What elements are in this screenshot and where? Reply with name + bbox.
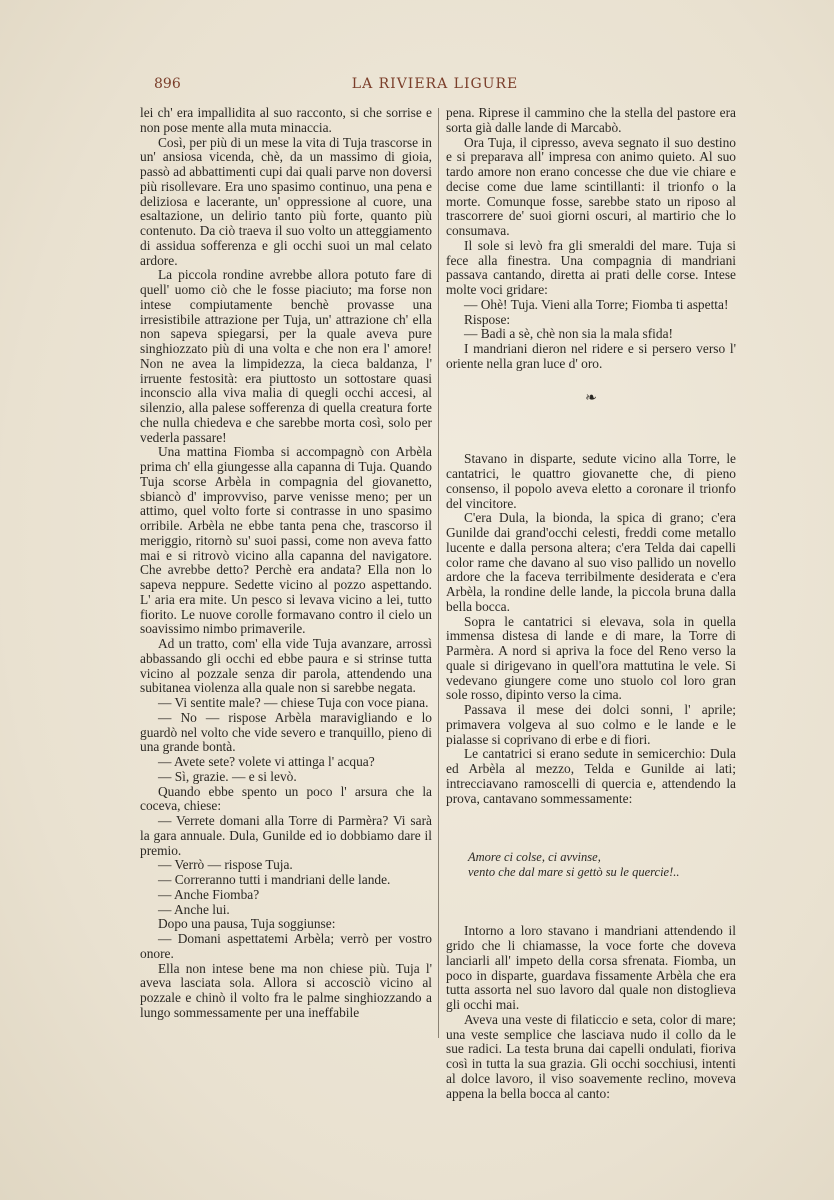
dialogue-line: — Anche Fiomba? bbox=[158, 886, 260, 902]
dialogue-line: — Ohè! Tuja. Vieni alla Torre; Fiomba ti aspetta! bbox=[464, 296, 729, 312]
paragraph: Passava il mese dei dolci sonni, l' aprile; primavera volgeva al suo colmo e le lande e le pialasse si coprivano di erbe e di fiori. bbox=[446, 702, 736, 747]
dialogue-line: — Domani aspettatemi Arbèla; verrò per vostro onore. bbox=[140, 931, 432, 961]
dialogue-line: — Anche lui. bbox=[158, 901, 230, 917]
paragraph: Intorno a loro stavano i mandriani attendendo il grido che li chiamasse, la voce forte che doveva lanciarli all' impeto della corsa sfrenata. Fiomba, un poco in disparte, guardava fissamente Arbèla che era tutta assorta nel suo lavoro dal quale non distoglieva gli occhi mai. bbox=[446, 923, 736, 1012]
paragraph: Rispose: bbox=[464, 311, 511, 327]
paragraph: Stavano in disparte, sedute vicino alla Torre, le cantatrici, le quattro giovanette che, di pieno consenso, il popolo aveva eletto a coronare il trionfo del vincitore. bbox=[446, 451, 736, 511]
poem-verse bbox=[468, 850, 736, 880]
dialogue-line: — Badi a sè, chè non sia la mala sfida! bbox=[464, 326, 673, 342]
section-ornament: ❧ bbox=[585, 390, 597, 406]
paragraph: Le cantatrici si erano sedute in semicerchio: Dula ed Arbèla al mezzo, Telda e Gunilde ai lati; intrecciavano ramoscelli di quercia e, attendendo la prova, cantavano sommessamente: bbox=[446, 746, 736, 806]
dialogue-line: — Correranno tutti i mandriani delle lande. bbox=[158, 872, 391, 887]
left-column bbox=[140, 106, 432, 1021]
paragraph: Quando ebbe spento un poco l' arsura che la coceva, chiese: bbox=[140, 783, 432, 814]
paragraph: Così, per più di un mese la vita di Tuja trascorse in un' ansiosa vicenda, chè, da un massimo di gioia, passò ad abbattimenti cupi dai quali parve non doversi più risollevare. Era uno spasimo continuo, una pena e deliziosa e lacerante, un' oppressione al cuore, una esaltazione, un delirio tanto più forte, quanto più contenuto. Da ciò traeva il suo volto un atteggiamento di assidua sofferenza e gli occhi suoi un mal celato ardore. bbox=[140, 134, 432, 268]
paragraph: Ad un tratto, com' ella vide Tuja avanzare, arrossì abbassando gli occhi ed ebbe paura e si strinse tutta vicino al pozzale senza dir parola, attendendo una subitanea violenza alla quale non si sarebbe negata. bbox=[140, 636, 432, 696]
paragraph: Il sole si levò fra gli smeraldi del mare. Tuja si fece alla finestra. Una compagnia di mandriani passava cantando, diretta ai prati delle corse. Intese molte voci gridare: bbox=[446, 237, 736, 297]
paragraph: La piccola rondine avrebbe allora potuto fare di quell' uomo ciò che le fosse piaciuto; ma forse non intese compiutamente benchè provasse una irresistibile attrazione per Tuja, un' attrazione ch' ella non sapeva spiegarsi, per la quale aveva pure singhiozzato più di una volta e che non era l' amore! Non ne avea la limpidezza, la cieca baldanza, l' irruente festosità: era piuttosto un sottostare quasi inconscio alla viva malia di quegli occhi accesi, al silenzio, alla palese sofferenza di quella creatura forte che nulla chiedeva e che sarebbe morta così, solo per vederla passare! bbox=[140, 267, 432, 445]
right-column bbox=[446, 106, 736, 1101]
page-number: 896 bbox=[154, 76, 181, 92]
paragraph: Aveva una veste di filaticcio e seta, color di mare; una veste semplice che lasciava nudo il collo da le sue radici. La testa bruna dai capelli ondulati, fioriva così in tutta la sua grazia. Gli occhi socchiusi, intenti al dolce lavoro, il viso soavemente reclino, moveva appena la bella bocca al canto: bbox=[446, 1011, 736, 1101]
dialogue-line: — Verrò — rispose Tuja. bbox=[158, 857, 293, 873]
paragraph: Ora Tuja, il cipresso, aveva segnato il suo destino e si preparava all' impresa con animo quieto. Al suo tardo amore non erano concesse che due vie chiare e decise come due lame scintillanti: il trionfo o la morte. Comunque fosse, sarebbe stato un riposo al trascorrere de' suoi giorni oscuri, al martirio che lo consumava. bbox=[446, 134, 736, 238]
dialogue-line: — Avete sete? volete vi attinga l' acqua? bbox=[158, 754, 375, 769]
paragraph: I mandriani dieron nel ridere e si persero verso l' oriente nella gran luce d' oro. bbox=[446, 341, 736, 371]
paragraph: Sopra le cantatrici si elevava, sola in quella immensa distesa di lande e di mare, la Torre di Parmèra. A nord si apriva la foce del Reno verso la quale si dirigevano in quell'ora mattutina le vele. Si vedevano giungere come uno stuolo col loro gran sole rosso, dipinto verso la cima. bbox=[446, 613, 736, 703]
poem-line: vento che dal mare si gettò su le quercie!.. bbox=[468, 865, 680, 880]
paragraph: Ella non intese bene ma non chiese più. Tuja l' aveva lasciata sola. Allora si accosciò vicino al pozzale e chinò il volto fra le palme singhiozzando a lungo sommessamente per una ineffabile bbox=[140, 960, 432, 1020]
paragraph: lei ch' era impallidita al suo racconto, si che sorrise e non pose mente alla muta minaccia. bbox=[140, 105, 432, 135]
column-divider bbox=[438, 108, 439, 1038]
dialogue-line: — Vi sentite male? — chiese Tuja con voce piana. bbox=[158, 695, 429, 710]
paragraph: C'era Dula, la bionda, la spica di grano; c'era Gunilde dai grand'occhi celesti, freddi come metallo lucente e dalla persona altera; c'era Telda dai capelli color rame che davano al suo viso pallido un novello ardore che la faceva terribilmente desiderata e c'era Arbèla, la rondine delle lande, la piccola bruna dalla bella bocca. bbox=[446, 510, 736, 614]
paragraph: Dopo una pausa, Tuja soggiunse: bbox=[158, 916, 336, 932]
dialogue-line: — Sì, grazie. — e si levò. bbox=[158, 768, 297, 784]
journal-title: LA RIVIERA LIGURE bbox=[351, 76, 519, 92]
paragraph: Una mattina Fiomba si accompagnò con Arbèla prima ch' ella giungesse alla capanna di Tuja. Quando Tuja scorse Arbèla in compagnia del giovanetto, sbiancò d' improvviso, parve venisse meno; per un attimo, quel volto forte si contrasse in uno spasimo orribile. Arbèla ne ebbe tanta pena che, trascorso il meriggio, ritornò su' suoi passi, come non aveva fatto mai e si ritrovò vicino alla capanna del navigatore. Che avrebbe detto? Perchè era andata? Ella non lo sapeva neppure. Sedette vicino al pozzo aspettando. L' aria era mite. Un pesco si levava vicino a lei, tutto fiorito. Le nuove corolle formavano contro il cielo un soavissimo nimbo primaverile. bbox=[140, 444, 432, 637]
dialogue-line: — Verrete domani alla Torre di Parmèra? Vi sarà la gara annuale. Dula, Gunilde ed io dobbiamo dare il premio. bbox=[140, 813, 432, 858]
poem-line: Amore ci colse, ci avvinse, bbox=[468, 850, 601, 865]
page-header bbox=[150, 74, 720, 96]
dialogue-line: — No — rispose Arbèla maravigliando e lo guardò nel volto che vide severo e tranquillo, pieno di una grande bontà. bbox=[140, 709, 432, 755]
paragraph: pena. Riprese il cammino che la stella del pastore era sorta già dalle lande di Marcabò. bbox=[446, 105, 736, 135]
